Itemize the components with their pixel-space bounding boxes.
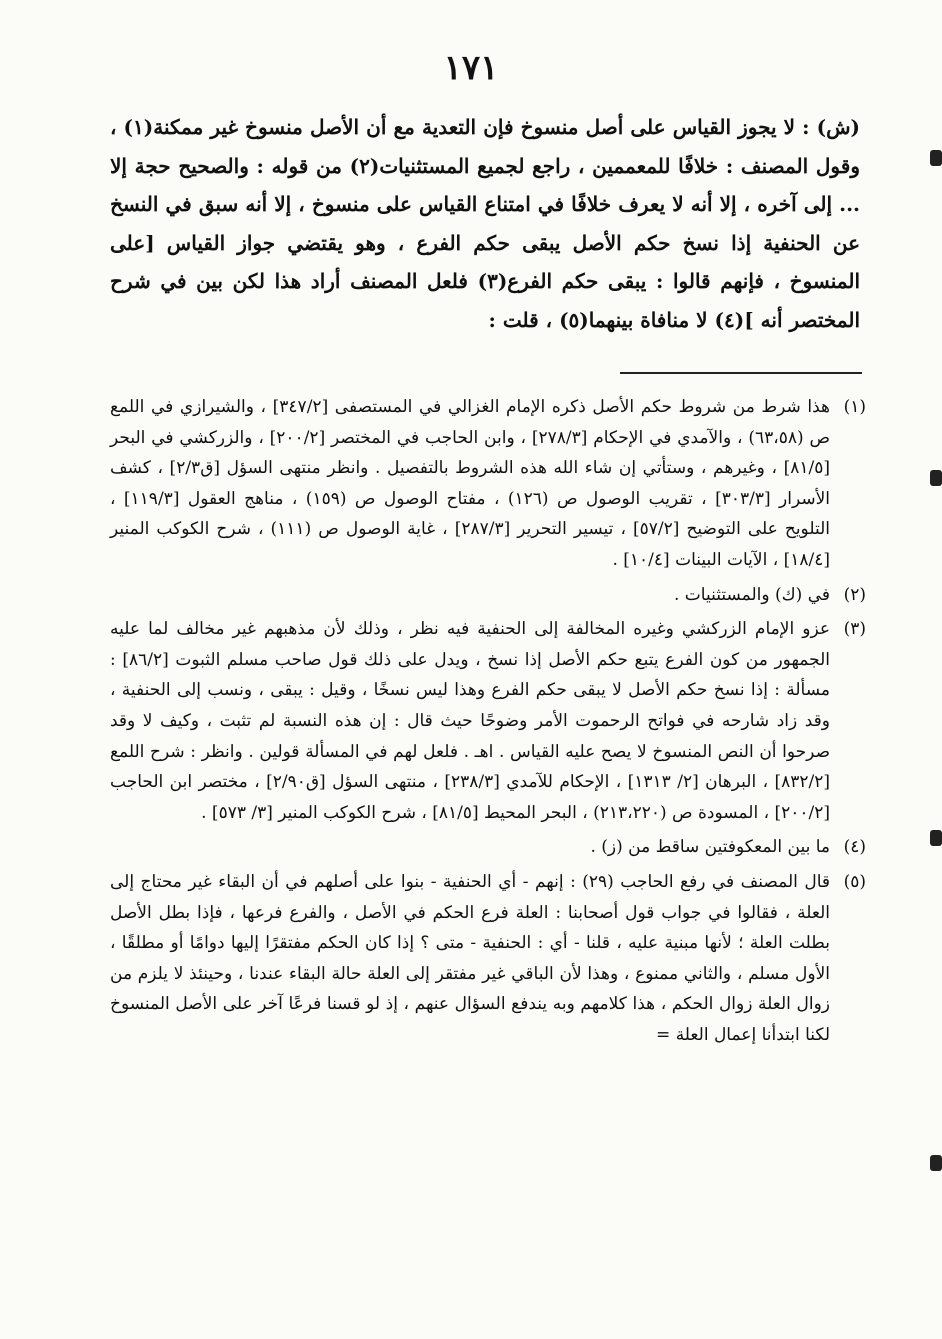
footnote-text: قال المصنف في رفع الحاجب (٢٩) : إنهم - أي الحنفية - بنوا على أصلهم في أن البقاء غير محتاج إلى العلة ، فقالوا في جواب قول أصحابنا : العلة فرع الحكم في الأصل ، والفرع فرعها ، فإذا بطل الأصل بطلت العلة ؛ لأنها مبنية عليه ، قلنا - أي : الحنفية - متى ؟ إذا كان الحكم مفتقرًا إليها دوامًا أو مطلقًا ، الأول مسلم ، والثاني ممنوع ، وهذا لأن الباقي غير مفتقر إلى العلة حالة البقاء عندنا ، وحينئذ لا يلزم من زوال العلة زوال الحكم ، هذا كلامهم وبه يندفع السؤال عنهم ، إذ لو قسنا فرعًا آخر على الأصل المنسوخ لكنا ابتدأنا إعمال العلة = xyxy=(110,871,830,1045)
footnote-5 xyxy=(110,867,866,1051)
footnote-text: هذا شرط من شروط حكم الأصل ذكره الإمام الغزالي في المستصفى [٣٤٧/٢] ، والشيرازي في اللمع ص (٦٣،٥٨) ، والآمدي في الإحكام [٢٧٨/٣] ، وابن الحاجب في المختصر [٢٠٠/٢] ، والزركشي في البحر [٨١/٥] ، وغيرهم ، وستأتي إن شاء الله هذه الشروط بالتفصيل . وانظر منتهى السؤل [ق٢/٣] ، كشف الأسرار [٣٠٣/٣] ، تقريب الوصول ص (١٢٦) ، مفتاح الوصول ص (١٥٩) ، مناهج العقول [١١٩/٣] ، التلويح على التوضيح [٥٧/٢] ، تيسير التحرير [٢٨٧/٣] ، غاية الوصول ص (١١١) ، شرح الكوكب المنير [١٨/٤] ، الآيات البينات [١٠/٤] . xyxy=(110,397,831,570)
margin-mark xyxy=(930,1155,942,1171)
footnote-1 xyxy=(110,392,866,576)
footnote-number: (٥) xyxy=(843,871,866,892)
page-number: ١٧١ xyxy=(443,48,499,88)
footnote-text: عزو الإمام الزركشي وغيره المخالفة إلى الحنفية فيه نظر ، وذلك لأن مذهبهم غير مخالف لما عليه الجمهور من كون الفرع يتبع حكم الأصل إذا نسخ ، ويدل على ذلك قول صاحب مسلم الثبوت [٨٦/٢] : مسألة : إذا نسخ حكم الأصل لا يبقى حكم الفرع وهذا ليس نسخًا ، وقيل : يبقى ، ونسب إلى الحنفية ، وقد زاد شارحه في فواتح الرحموت الأمر وضوحًا حيث قال : إن هذه النسبة لم تثبت ، وكيف لا وقد صرحوا أن النص المنسوخ لا يصح عليه القياس . اهـ . فلعل لهم في المسألة قولين . وانظر : شرح اللمع [٨٣٢/٢] ، البرهان [٢/ ١٣١٣] ، الإحكام للآمدي [٢٣٨/٣] ، منتهى السؤل [ق٢/٩٠] ، مختصر ابن الحاجب [٢٠٠/٢] ، المسودة ص (٢١٣،٢٢٠) ، البحر المحيط [٨١/٥] ، شرح الكوكب المنير [٣/ ٥٧٣] . xyxy=(110,619,831,823)
footnote-number: (٣) xyxy=(843,619,866,640)
main-text xyxy=(110,108,860,339)
footnotes xyxy=(110,392,866,1054)
margin-mark xyxy=(930,830,942,846)
footnote-number: (١) xyxy=(843,397,866,417)
footnote-text: ما بين المعكوفتين ساقط من (ز) . xyxy=(590,837,830,858)
margin-mark xyxy=(930,470,942,486)
main-paragraph: (ش) : لا يجوز القياس على أصل منسوخ فإن التعدية مع أن الأصل منسوخ غير ممكنة(١) ، وقول المصنف : خلافًا للمعممين ، راجع لجميع المستثنيات(٢) من قوله : والصحيح حجة إلا ... إلى آخره ، إلا أنه لا يعرف خلافًا في امتناع القياس على منسوخ ، إلا أنه سبق في النسخ عن الحنفية إذا نسخ حكم الأصل يبقى حكم الفرع ، وهو يقتضي جواز القياس [على المنسوخ ، فإنهم قالوا : يبقى حكم الفرع(٣) فلعل المصنف أراد هذا لكن بين في شرح المختصر أنه ](٤) لا منافاة بينهما(٥) ، قلت : xyxy=(110,115,861,332)
footnote-2 xyxy=(110,580,866,611)
margin-mark xyxy=(930,150,942,166)
footnote-number: (٤) xyxy=(843,837,866,858)
footnote-text: في (ك) والمستثنيات . xyxy=(674,584,830,605)
footnote-number: (٢) xyxy=(843,584,866,605)
footnote-4 xyxy=(110,832,866,863)
footnote-3 xyxy=(110,614,866,828)
footnote-divider xyxy=(620,372,862,374)
